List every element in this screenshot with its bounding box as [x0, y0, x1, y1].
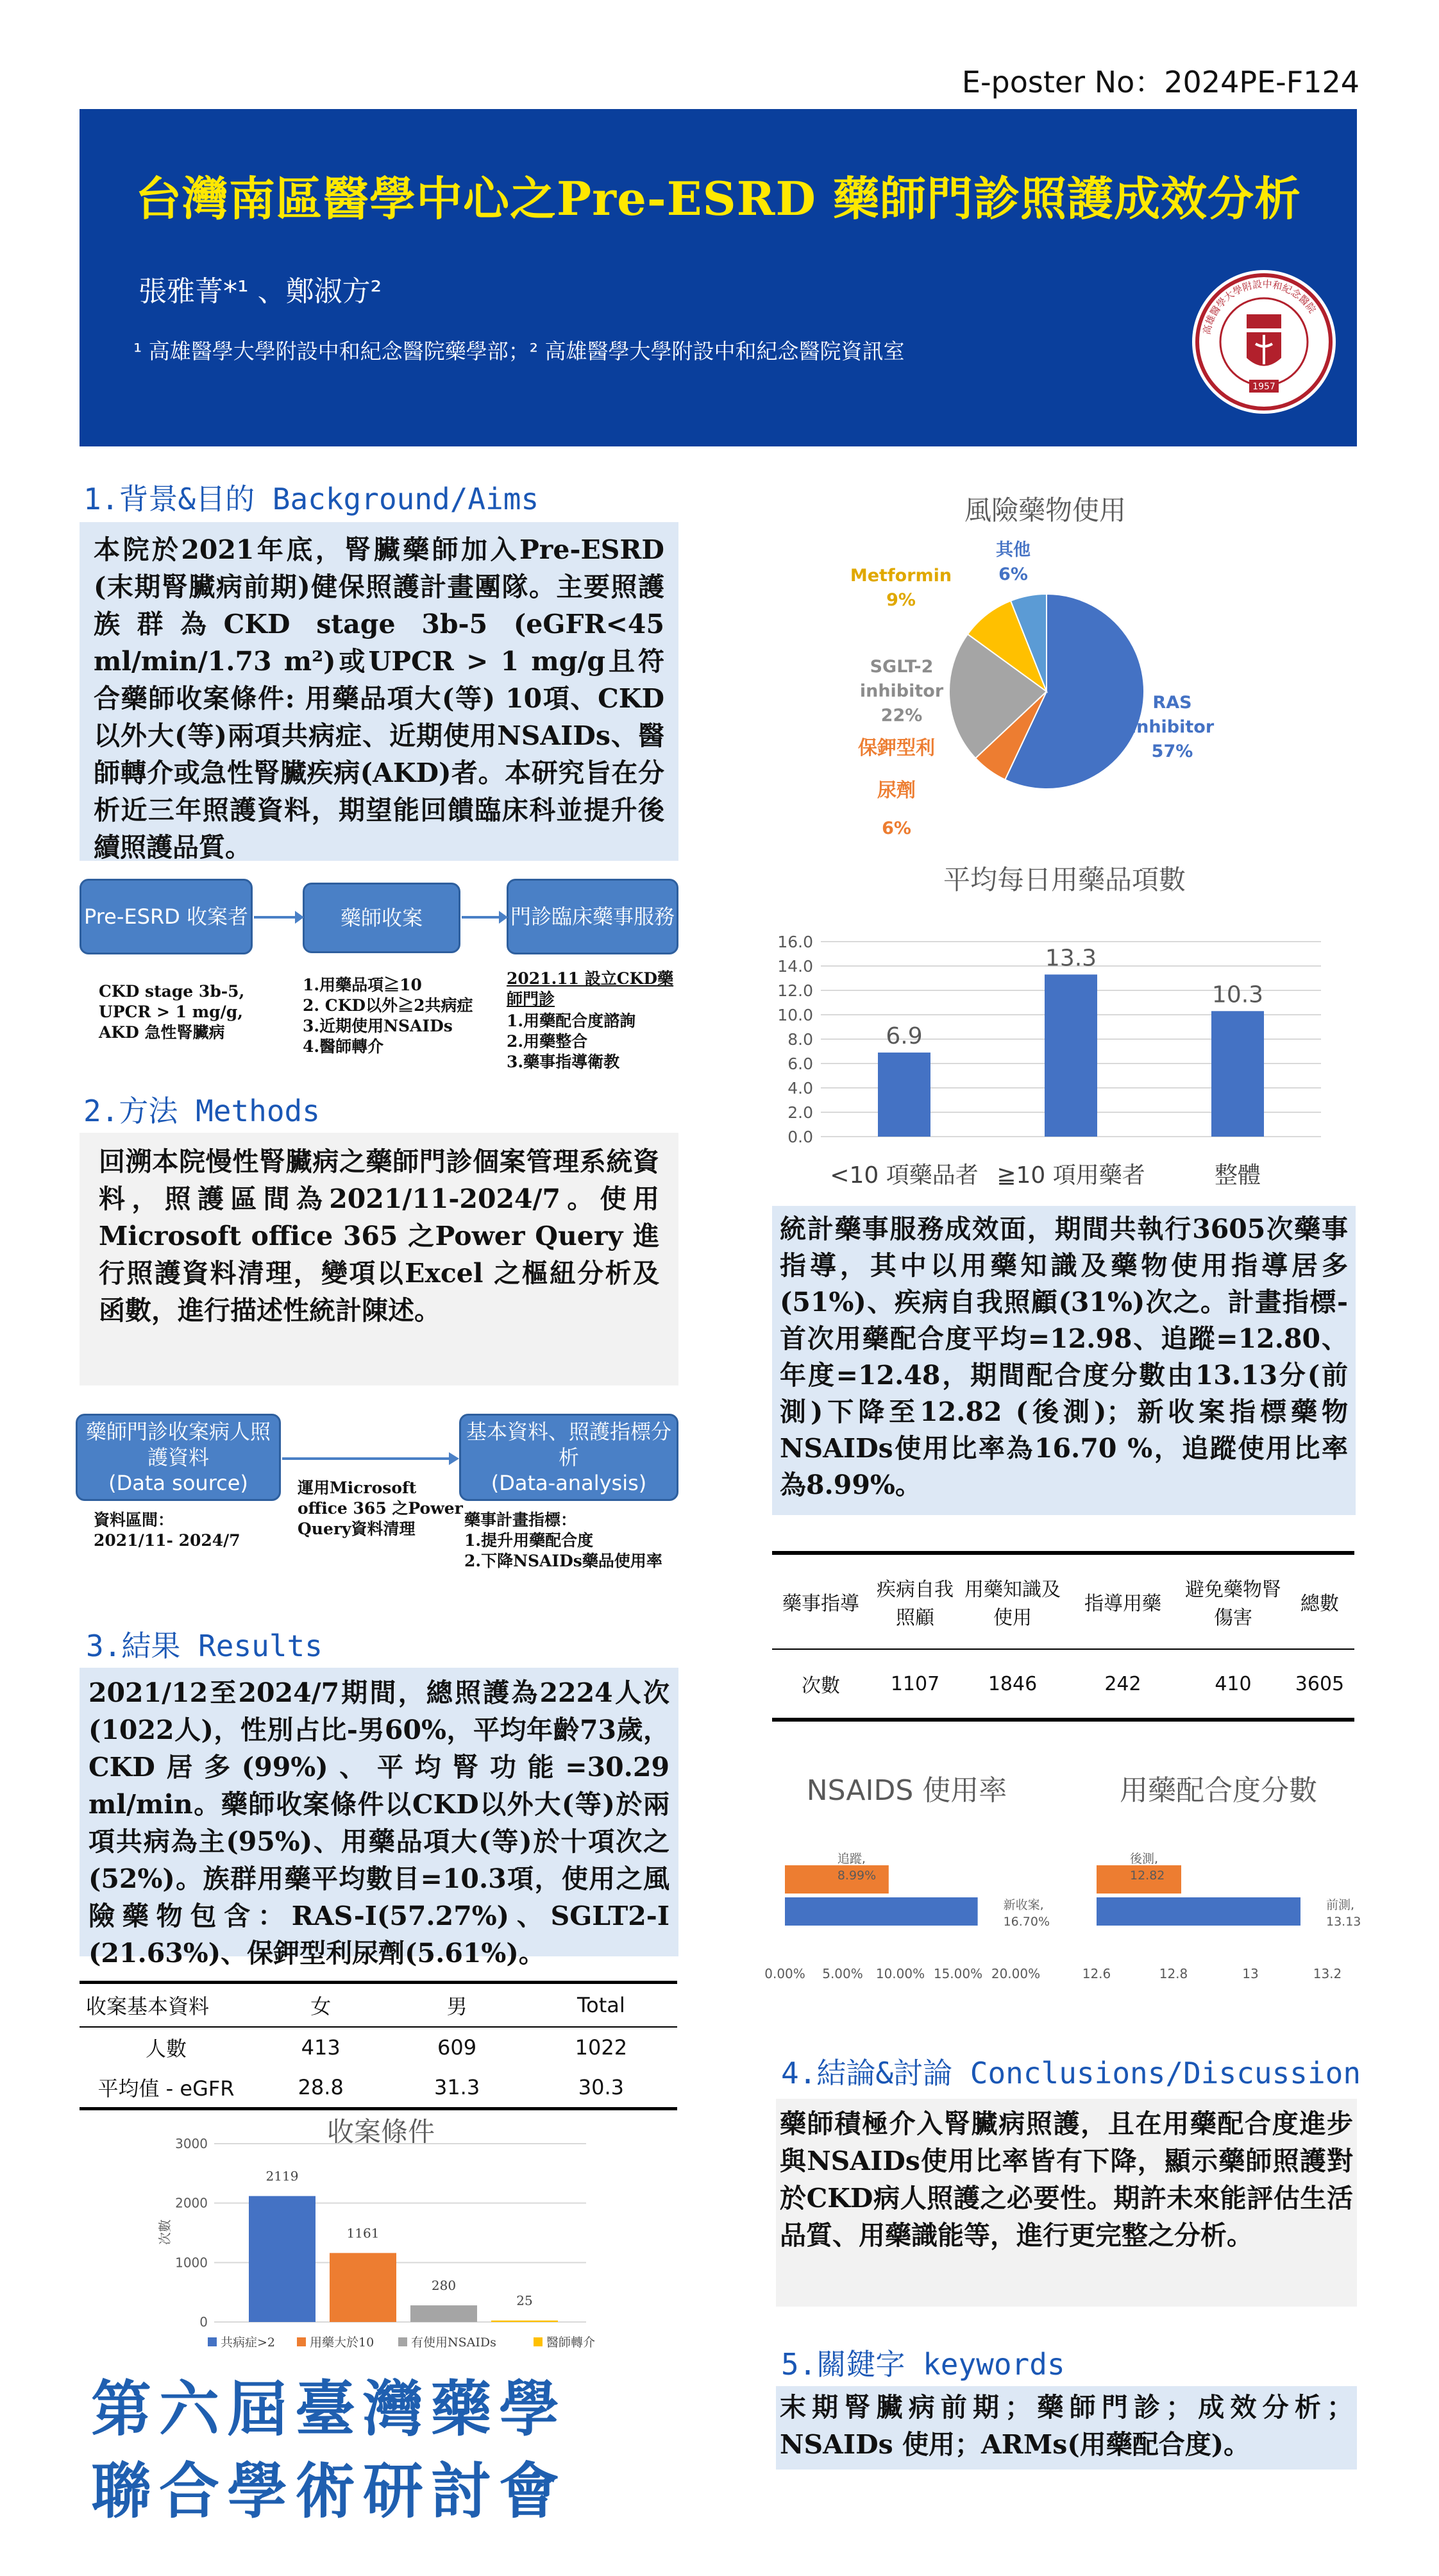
- table-row: [80, 2067, 677, 2109]
- table-cell: 次數: [802, 1675, 840, 1697]
- y-axis-label: 次數: [157, 2219, 173, 2245]
- x-tick-label: 12.8: [1159, 1966, 1188, 1981]
- x-tick-label: 10.00%: [875, 1966, 925, 1981]
- table-row: [772, 1649, 1354, 1720]
- x-tick-label: 20.00%: [991, 1966, 1041, 1981]
- risk-drug-pie-chart: [763, 485, 1379, 844]
- flow-node-data-source: 藥師門診收案病人照護資料 (Data source): [76, 1414, 281, 1501]
- affiliations: ¹ 高雄醫學大學附設中和紀念醫院藥學部；² 高雄醫學大學附設中和紀念醫院資訊室: [133, 339, 905, 364]
- y-tick-label: 1000: [175, 2255, 208, 2271]
- chart-title: 風險藥物使用: [964, 495, 1127, 526]
- table-header: 男: [446, 1994, 467, 2019]
- enrollment-flow-diagram: [80, 879, 678, 1090]
- legend-entry: 共病症>2: [221, 2335, 276, 2350]
- table-header: 指導用藥: [1084, 1593, 1161, 1615]
- bar: [1097, 1897, 1300, 1926]
- chart-title: NSAIDS 使用率: [806, 1774, 1007, 1807]
- legend-entry: 有使用NSAIDs: [411, 2335, 496, 2350]
- x-tick-label: 0.00%: [764, 1966, 805, 1981]
- table-cell: 1846: [988, 1672, 1038, 1695]
- background-text: 本院於2021年底，腎臟藥師加入Pre-ESRD (末期腎臟病前期)健保照護計畫團隊。主要照護族群為CKD stage 3b-5 (eGFR<45 ml/min/1.73 m²)或UPCR > 1 mg/g且符合藥師收案條件: 用藥品項大(等) 10項、CKD以外大(等)兩項共病症、近期使用NSAIDs、醫師轉介或急性腎臟疾病(AKD)者。本研究旨在分析近三年照護資料，期望能回饋臨床科並提升後續照護品質。: [80, 522, 678, 861]
- table-header-row: [80, 1983, 677, 2028]
- bar: [330, 2253, 396, 2322]
- table-header: 藥事指導: [782, 1593, 859, 1615]
- table-cell: 平均值 - eGFR: [97, 2076, 235, 2101]
- section-title-conclusions: 4.結論&討論 Conclusions/Discussion: [781, 2056, 1361, 2090]
- logo-text: 高雄醫學大學附設中和紀念醫院: [1200, 278, 1318, 336]
- table-header: 女: [310, 1994, 332, 2019]
- bar-data-label: 1161: [346, 2225, 380, 2241]
- bar-data-label: 13.3: [1045, 945, 1097, 972]
- flow-note-indicators: 藥事計畫指標： 1.提升用藥配合度 2.下降NSAIDs藥品使用率: [464, 1511, 662, 1570]
- bar-data-label: 2119: [265, 2168, 299, 2184]
- header-banner: [80, 109, 1357, 446]
- x-tick-label: 12.6: [1082, 1966, 1111, 1981]
- y-tick-label: 14.0: [777, 957, 813, 976]
- pie-label-value: 57%: [1151, 741, 1193, 761]
- legend-swatch: [534, 2337, 543, 2346]
- flow-note-power-query: 運用Microsoft office 365 之Power Query資料清理: [298, 1479, 463, 1538]
- y-tick-label: 10.0: [777, 1006, 813, 1024]
- logo-year: 1957: [1252, 382, 1275, 392]
- flow-arrow-3: [281, 1446, 460, 1471]
- bar: [1211, 1011, 1264, 1137]
- y-tick-label: 12.0: [777, 981, 813, 1000]
- x-tick-label: <10 項藥品者: [830, 1162, 979, 1189]
- y-tick-label: 0: [199, 2314, 208, 2330]
- table-cell: 609: [437, 2035, 477, 2060]
- bar-data-label: 前測, 13.13: [1326, 1898, 1361, 1929]
- conclusions-text: 藥師積極介入腎臟病照護，且在用藥配合度進步與NSAIDs使用比率皆有下降，顯示藥師照護對於CKD病人照護之必要性。期許未來能評估生活品質、用藥識能等，進行更完整之分析。: [776, 2099, 1357, 2307]
- table-header-row: [772, 1553, 1354, 1649]
- table-cell: 人數: [145, 2037, 187, 2061]
- daily-meds-bar-chart: [757, 860, 1359, 1206]
- flow-arrow-1: [253, 904, 304, 930]
- pie-label-name: Metformin: [850, 566, 952, 586]
- bar-data-label: 280: [431, 2278, 457, 2294]
- pie-label-value: 6%: [998, 564, 1028, 584]
- legend-entry: 用藥大於10: [310, 2335, 374, 2350]
- bar-data-label: 後測, 12.82: [1130, 1852, 1165, 1883]
- pie-label-name: RAS inhibitor: [1130, 693, 1215, 737]
- nsaids-usage-chart: [764, 1761, 1067, 1999]
- pie-label-name: SGLT-2 inhibitor: [859, 657, 944, 701]
- methods-text: 回溯本院慢性腎臟病之藥師門診個案管理系統資料，照護區間為2021/11-2024/7。使用Microsoft office 365 之Power Query 進行照護資料清理，變項以Excel 之樞紐分析及函數，進行描述性統計陳述。: [80, 1133, 678, 1385]
- y-tick-label: 3000: [175, 2136, 208, 2151]
- flow-note-clinic-title: 2021.11 設立CKD藥師門診: [507, 969, 674, 1008]
- flow-node-pharmacist-intake: 藥師收案: [303, 883, 460, 953]
- bar: [785, 1897, 978, 1926]
- y-tick-label: 6.0: [787, 1055, 813, 1073]
- flow-note-clinic-items: 1.用藥配合度諮詢 2.用藥整合 3.藥事指導衛教: [507, 1012, 636, 1071]
- pie-label-name: 其他: [996, 540, 1031, 560]
- legend-swatch: [208, 2337, 217, 2346]
- bar: [491, 2321, 558, 2322]
- legend-entry: 醫師轉介: [546, 2335, 596, 2350]
- pie-label-value: 9%: [886, 590, 916, 610]
- table-cell: 30.3: [578, 2075, 625, 2099]
- table-header: 用藥知識及使用: [964, 1579, 1061, 1629]
- x-tick-label: 15.00%: [933, 1966, 983, 1981]
- table-cell: 242: [1104, 1672, 1141, 1695]
- y-tick-label: 0.0: [787, 1128, 813, 1146]
- table-cell: 1107: [890, 1672, 940, 1695]
- flow-node-pre-esrd: Pre-ESRD 收案者: [80, 879, 253, 954]
- analysis-flow-diagram: [76, 1414, 681, 1588]
- hospital-logo: [1190, 268, 1338, 416]
- authors: 張雅菁*¹ 、鄭淑方²: [139, 275, 382, 308]
- pie-label-value: 6%: [882, 818, 911, 838]
- keywords-text: 末期腎臟病前期；藥師門診；成效分析；NSAIDs 使用；ARMs(用藥配合度)。: [776, 2386, 1357, 2470]
- bar-data-label: 追蹤, 8.99%: [837, 1852, 877, 1883]
- chart-title: 收案條件: [326, 2116, 435, 2148]
- x-tick-label: 13: [1242, 1966, 1259, 1981]
- x-tick-label: ≧10 項用藥者: [997, 1162, 1145, 1189]
- bar: [1045, 974, 1097, 1137]
- flow-note-criteria: CKD stage 3b-5, UPCR > 1 mg/g, AKD 急性腎臟病: [99, 982, 245, 1042]
- bar: [878, 1053, 930, 1137]
- bar-data-label: 10.3: [1211, 981, 1264, 1008]
- table-cell: 413: [301, 2035, 341, 2060]
- x-tick-label: 整體: [1214, 1162, 1261, 1189]
- poster-title: 台灣南區醫學中心之Pre-ESRD 藥師門診照護成效分析: [135, 171, 1301, 226]
- table-header: 總數: [1300, 1593, 1339, 1615]
- y-tick-label: 8.0: [787, 1030, 813, 1049]
- bar-data-label: 新收案, 16.70%: [1003, 1898, 1050, 1929]
- results-text: 2021/12至2024/7期間，總照護為2224人次(1022人)，性別占比-男60%，平均年齡73歲，CKD居多(99%)、平均腎功能=30.29 ml/min。藥師收案條件以CKD以外大(等)於兩項共病為主(95%)、用藥品項大(等)於十項次之(52%)。族群用藥平均數目=10.3項，使用之風險藥物包含：RAS-I(57.27%)、SGLT2-I (21.63%)、保鉀型利尿劑(5.61%)。: [80, 1668, 678, 1956]
- enrollment-conditions-chart: [80, 2104, 678, 2354]
- chart-title: 平均每日用藥品項數: [943, 864, 1186, 895]
- table-row: [80, 2027, 677, 2067]
- conference-logo-text: [91, 2368, 567, 2532]
- flow-node-data-analysis: 基本資料、照護指標分析 (Data-analysis): [459, 1414, 678, 1501]
- table-cell: 31.3: [433, 2075, 480, 2099]
- table-cell: 28.8: [298, 2075, 344, 2099]
- demographics-table: [80, 1981, 677, 2110]
- bar: [410, 2305, 477, 2322]
- section-title-background: 1.背景&目的 Background/Aims: [83, 482, 539, 516]
- table-header: 疾病自我照顧: [877, 1579, 954, 1629]
- pharmacy-services-table: [772, 1551, 1354, 1722]
- table-header: 收案基本資料: [86, 1994, 210, 2019]
- table-header: Total: [577, 1993, 625, 2017]
- legend-swatch: [297, 2337, 306, 2346]
- flow-node-clinic-service: 門診臨床藥事服務: [507, 879, 678, 954]
- pie-label-value: 22%: [880, 706, 923, 725]
- flow-note-intake-conditions: 1.用藥品項≧10 2. CKD以外≧2共病症 3.近期使用NSAIDs 4.醫師轉介: [303, 976, 473, 1056]
- service-stats-text: 統計藥事服務成效面，期間共執行3605次藥事指導，其中以用藥知識及藥物使用指導居多(51%)、疾病自我照顧(31%)次之。計畫指標-首次用藥配合度平均=12.98、追蹤=12.80、年度=12.48，期間配合度分數由13.13分(前測)下降至12.82 (後測)；新收案指標藥物NSAIDs使用比率為16.70 %，追蹤使用比率為8.99%。: [772, 1206, 1356, 1515]
- bar-data-label: 6.9: [886, 1022, 923, 1049]
- flow-arrow-2: [460, 904, 508, 930]
- flow-note-data-period: 資料區間： 2021/11- 2024/7: [94, 1511, 240, 1550]
- table-cell: 410: [1215, 1672, 1252, 1695]
- table-cell: 1022: [575, 2035, 628, 2060]
- conference-name-line1: 第六屆臺灣藥學: [91, 2374, 568, 2445]
- pie-label-name: 保鉀型利: [858, 737, 935, 759]
- bar-data-label: 25: [516, 2292, 533, 2309]
- y-tick-label: 2.0: [787, 1103, 813, 1122]
- section-title-methods: 2.方法 Methods: [83, 1094, 320, 1128]
- poster-number: E-poster No：2024PE-F124: [961, 65, 1359, 99]
- legend-swatch: [398, 2337, 407, 2346]
- section-title-keywords: 5.關鍵字 keywords: [781, 2347, 1065, 2382]
- conference-name-line2: 聯合學術研討會: [91, 2456, 568, 2527]
- y-tick-label: 4.0: [787, 1079, 813, 1097]
- y-tick-label: 2000: [175, 2195, 208, 2211]
- bar: [249, 2196, 316, 2322]
- table-header: 避免藥物腎傷害: [1184, 1579, 1281, 1629]
- x-tick-label: 13.2: [1313, 1966, 1342, 1981]
- x-tick-label: 5.00%: [822, 1966, 863, 1981]
- table-cell: 3605: [1295, 1672, 1345, 1695]
- chart-title: 用藥配合度分數: [1120, 1774, 1317, 1807]
- adherence-score-chart: [1084, 1761, 1359, 1999]
- pie-label-name: 尿劑: [877, 779, 916, 802]
- section-title-results: 3.結果 Results: [86, 1629, 323, 1663]
- y-tick-label: 16.0: [777, 933, 813, 951]
